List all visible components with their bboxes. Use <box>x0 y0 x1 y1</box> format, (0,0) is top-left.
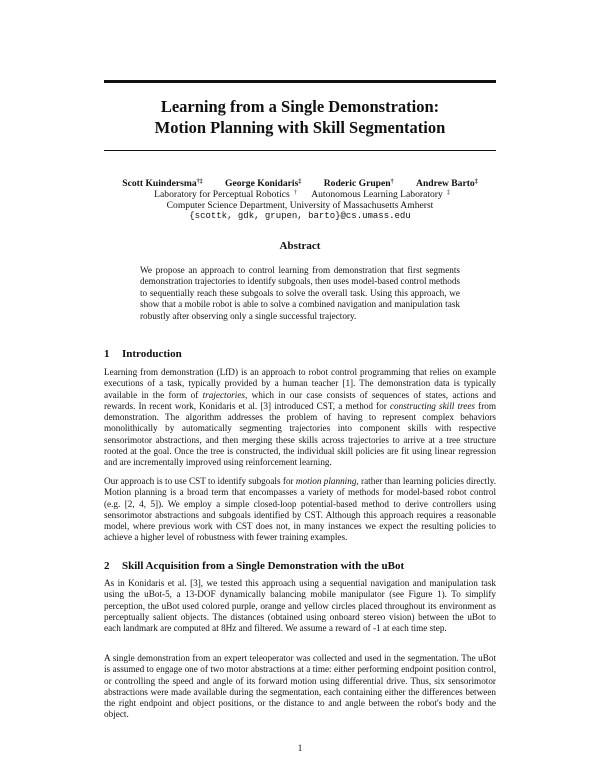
author-block <box>100 178 500 222</box>
section-2-paragraph-1: As in Konidaris et al. [3], we tested this approach using a sequential navigation and manipulation task using the uBot-5, a 13-DOF dynamically balancing mobile manipulator (see Figure 1). To simplify perception, the uBot used colored purple, orange and yellow circles placed throughout its environment as perceptually salient objects. The distances (obtained using onboard stereo vision) between the uBot to each landmark are computed at 8Hz and filtered. We assume a reward of -1 at each time step. <box>104 578 496 634</box>
abstract-heading: Abstract <box>279 240 321 252</box>
section-number: 1 <box>104 348 110 360</box>
abstract-text: We propose an approach to control learning from demonstration that first segments demonstration trajectories to identify subgoals, then uses model-based control methods to sequentially reach these subgoals to solve the overall task. Using this approach, we show that a mobile robot is able to solve a combined navigation and manipulation task robustly after observing only a single successful trajectory. <box>140 265 460 321</box>
author-name: George Konidaris‡ <box>225 178 302 189</box>
author-name: Scott Kuindersma†‡ <box>122 178 203 189</box>
page-number: 1 <box>297 744 303 754</box>
author-name: Andrew Barto‡ <box>416 178 478 189</box>
title-line-2: Motion Planning with Skill Segmentation <box>154 118 446 137</box>
section-1-paragraph-2: Our approach is to use CST to identify subgoals for motion planning, rather than learning policies directly. Motion planning is a broad term that encompasses a variety of methods for model-based robot control (e.g. [2, 4, 5]). We employ a simple closed-loop potential-based method to derive controllers using sensorimotor abstractions and subgoals identified by CST. Although this approach requires a reasonable model, where previous work with CST does not, in many instances we expect the resulting policies to achieve a higher level of robustness with fewer training examples. <box>104 476 496 543</box>
section-number: 2 <box>104 560 110 572</box>
author-name: Roderic Grupen† <box>323 178 394 189</box>
section-title: Skill Acquisition from a Single Demonstration with the uBot <box>122 560 405 572</box>
section-1-paragraph-1: Learning from demonstration (LfD) is an approach to robot control programming that relies on example executions of a task, typically provided by a human teacher [1]. The demonstration data is typically available in the form of trajectories, which in our case consists of sequences of states, actions and rewards. In recent work, Konidaris et al. [3] introduced CST, a method for constructing skill trees from demonstration. The algorithm addresses the problem of having to represent complex behaviors monolithically by automatically segmenting trajectories into component skills with respective sensorimotor abstractions, and then merging these skills across trajectories to arrive at a tree structure rooted at the goal. Once the tree is constructed, the individual skill policies are fit using linear regression and are incrementally improved using reinforcement learning. <box>104 367 496 468</box>
author-names <box>100 178 500 189</box>
title-top-rule <box>104 80 496 83</box>
section-2-paragraph-2: A single demonstration from an expert teleoperator was collected and used in the segmentation. The uBot is assumed to engage one of two motor abstractions at a time: either performing endpoint position control, or controlling the speed and angle of its forward motion using differential drive. Thus, six sensorimotor abstractions were made available during the segmentation, each containing either the differences between the right endpoint and object positions, or the distance to and angle between the robot's body and the object. <box>104 653 496 720</box>
title-line-1: Learning from a Single Demonstration: <box>160 97 440 116</box>
paper-title <box>90 96 510 138</box>
author-emails: {scottk, gdk, grupen, barto}@cs.umass.edu <box>189 211 411 221</box>
department: Computer Science Department, University of Massachusetts Amherst <box>166 200 434 211</box>
section-1-heading <box>104 348 182 360</box>
section-title: Introduction <box>122 348 182 360</box>
title-bottom-rule <box>104 150 496 151</box>
affiliation-1: Laboratory for Perceptual Robotics † <box>154 189 297 200</box>
affiliation-2: Autonomous Learning Laboratory ‡ <box>311 189 450 200</box>
affiliations <box>100 189 500 200</box>
section-2-heading <box>104 560 404 572</box>
